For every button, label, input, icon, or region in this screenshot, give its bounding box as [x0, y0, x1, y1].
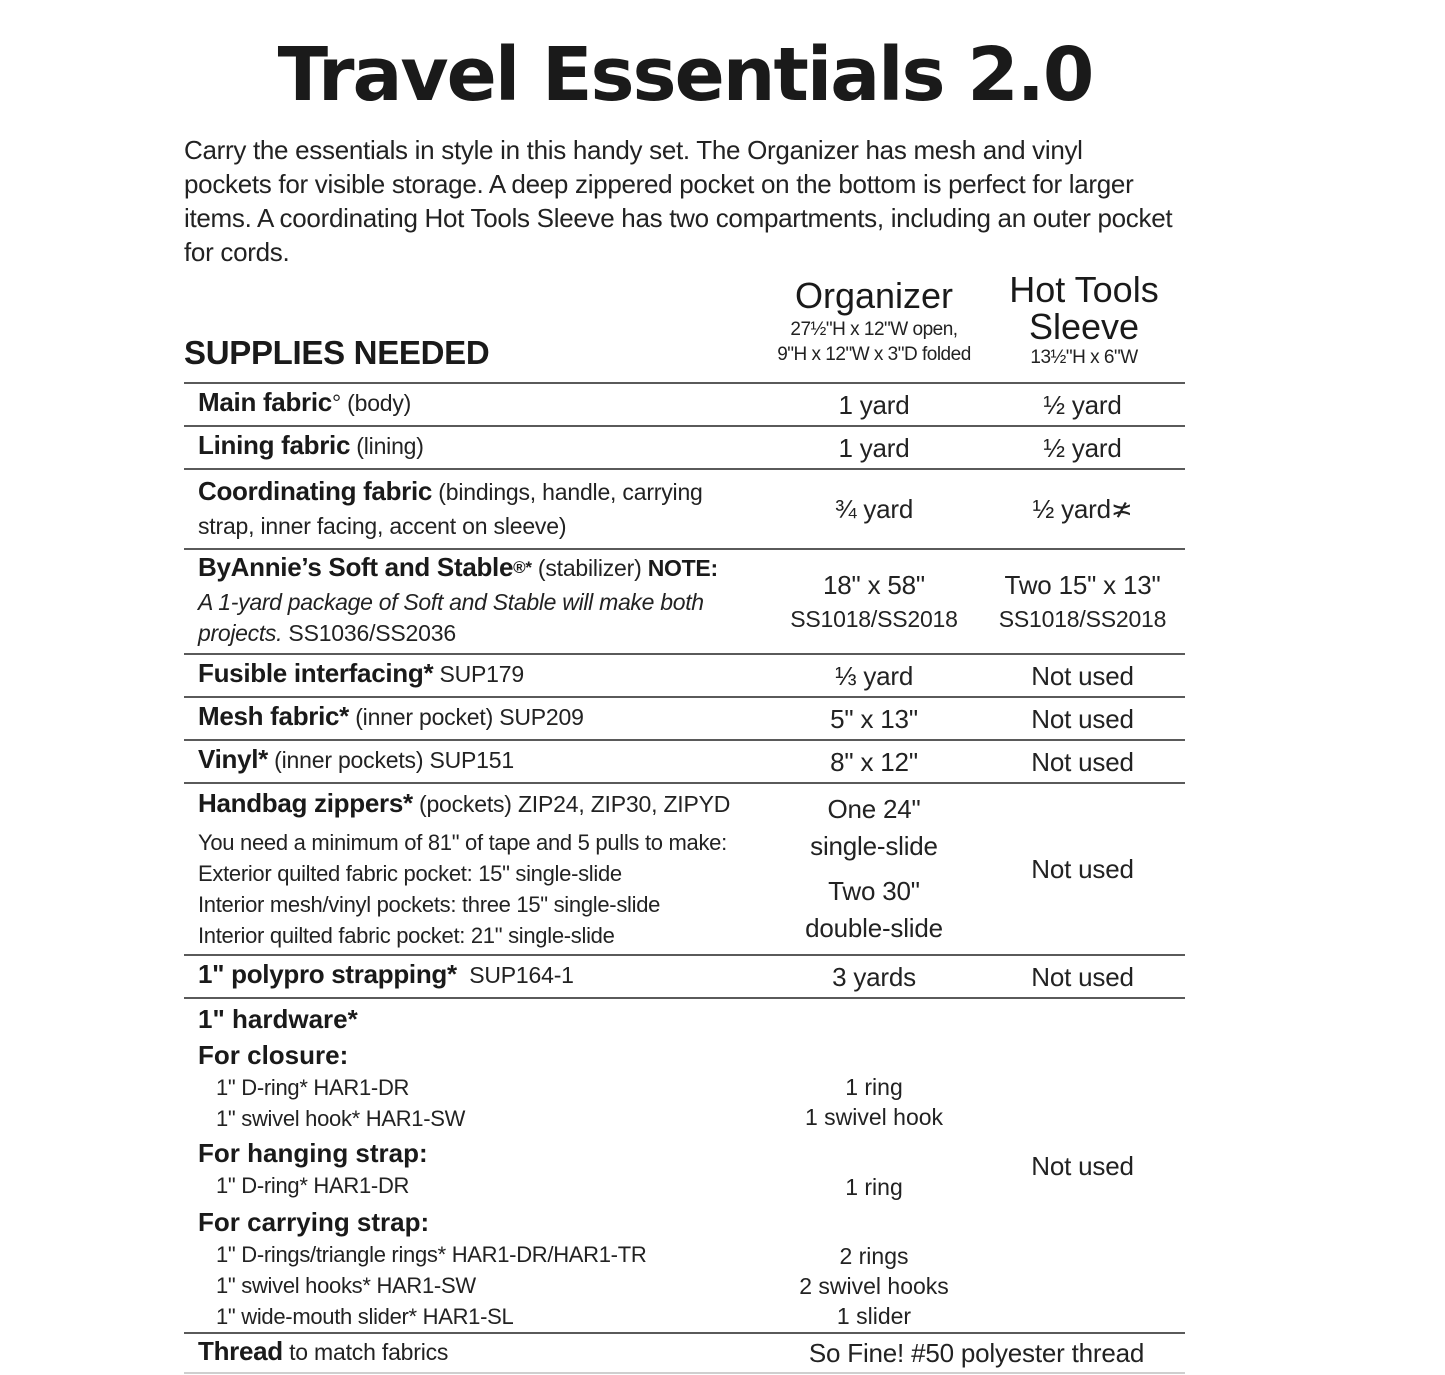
organizer-title: Organizer: [794, 275, 954, 316]
organizer-code: SS1018/SS2018: [790, 605, 958, 632]
organizer-dims-folded: 9"H x 12"W x 3"D folded: [777, 344, 971, 365]
organizer-value: double-slide: [805, 913, 943, 943]
organizer-value: 1 ring: [845, 1074, 903, 1100]
item-desc: (pockets) ZIP24, ZIP30, ZIPYD: [412, 790, 731, 817]
zipper-detail: Interior quilted fabric pocket: 21" single-slide: [198, 922, 615, 948]
item-name: 1" polypro strapping*: [198, 959, 457, 989]
organizer-value: 1 yard: [838, 432, 910, 463]
hardware-item: 1" D-ring* HAR1-DR: [216, 1075, 410, 1100]
hardware-item: 1" D-rings/triangle rings* HAR1-DR/HAR1-TR: [216, 1242, 647, 1267]
organizer-value: 2 rings: [839, 1243, 909, 1269]
item-desc: (inner pocket) SUP209: [349, 704, 584, 730]
hot-tools-value: Not used: [1031, 746, 1134, 777]
hot-tools-value: Two 15" x 13": [1004, 569, 1161, 600]
note-label: NOTE:: [647, 554, 718, 581]
hardware-item: 1" swivel hook* HAR1-SW: [216, 1106, 466, 1131]
table-row-thread: [184, 1332, 1185, 1374]
item-desc: (lining): [350, 433, 424, 459]
item-desc-continued: strap, inner facing, accent on sleeve): [198, 513, 567, 539]
organizer-column-header: [760, 277, 988, 367]
item-name: 1" hardware*: [198, 1004, 358, 1034]
closure-heading: For closure:: [198, 1040, 349, 1070]
organizer-value: 18" x 58": [823, 569, 925, 600]
item-desc: (bindings, handle, carrying: [432, 479, 703, 505]
note-text: A 1-yard package of Soft and Stable will make both: [198, 588, 704, 615]
hot-tools-value: Not used: [1031, 703, 1134, 734]
table-row-main-fabric: [184, 382, 1185, 425]
item-desc: SUP179: [433, 661, 524, 687]
organizer-value: 1 slider: [836, 1303, 912, 1329]
organizer-value: Two 30": [828, 876, 920, 906]
intro-paragraph: Carry the essentials in style in this handy set. The Organizer has mesh and vinyl pockets for visible storage. A deep zippered pocket on the bottom is perfect for larger items. A coordinating Hot Tools Sleeve has two compartments, including an outer pocket for cords.: [184, 135, 1173, 267]
page-title: Travel Essentials 2.0: [277, 32, 1093, 118]
table-row-lining-fabric: [184, 425, 1185, 468]
hot-tools-dims: 13½"H x 6"W: [1030, 347, 1138, 368]
organizer-value: 1 yard: [838, 389, 910, 420]
note-text-continued: projects.: [198, 619, 283, 646]
organizer-value: 5" x 13": [830, 703, 918, 734]
hot-tools-column-header: [990, 271, 1178, 370]
hot-tools-code: SS1018/SS2018: [998, 605, 1167, 632]
zipper-note: You need a minimum of 81" of tape and 5 pulls to make:: [198, 829, 727, 855]
zipper-detail: Interior mesh/vinyl pockets: three 15" single-slide: [198, 891, 661, 917]
organizer-value: 3 yards: [832, 961, 916, 992]
thread-value: So Fine! #50 polyester thread: [808, 1338, 1145, 1368]
hot-tools-value: ½ yard: [1043, 432, 1122, 463]
item-name: Vinyl*: [198, 744, 268, 774]
item-name: Lining fabric: [198, 430, 351, 460]
table-row-soft-and-stable: [184, 548, 1185, 653]
hot-tools-value: Not used: [1031, 1150, 1134, 1181]
item-code: SS1036/SS2036: [282, 619, 456, 646]
item-name: Thread: [198, 1335, 283, 1366]
degree-mark: °: [331, 390, 341, 416]
hot-tools-value: ½ yard≭: [1032, 494, 1133, 524]
item-name: ByAnnie’s Soft and Stable: [198, 551, 514, 582]
organizer-value: 1 ring: [845, 1174, 903, 1200]
hot-tools-title-line1: Hot Tools: [1009, 269, 1159, 310]
organizer-value: 2 swivel hooks: [799, 1273, 949, 1299]
item-name: Handbag zippers*: [198, 787, 413, 818]
hot-tools-value: Not used: [1031, 854, 1134, 884]
item-desc: SUP164-1: [456, 962, 574, 988]
table-row-vinyl: [184, 739, 1185, 782]
table-row-coordinating-fabric: [184, 468, 1185, 548]
table-row-handbag-zippers: [184, 782, 1185, 954]
table-row-polypro-strapping: [184, 954, 1185, 997]
organizer-value: 1 swivel hook: [804, 1104, 944, 1130]
item-name: Coordinating fabric: [198, 476, 433, 506]
hardware-item: 1" swivel hooks* HAR1-SW: [216, 1273, 476, 1298]
organizer-value: 8" x 12": [830, 746, 918, 777]
organizer-value: ¾ yard: [834, 494, 914, 524]
organizer-value: single-slide: [810, 831, 938, 861]
item-name: Main fabric: [198, 387, 332, 417]
registered-mark: ®*: [513, 557, 532, 577]
item-desc: (body): [340, 390, 412, 416]
hanging-heading: For hanging strap:: [198, 1138, 428, 1168]
item-desc: (inner pockets) SUP151: [267, 747, 514, 773]
zipper-detail: Exterior quilted fabric pocket: 15" single-slide: [198, 860, 622, 886]
hot-tools-title-line2: Sleeve: [1028, 306, 1140, 347]
item-name: Mesh fabric*: [198, 701, 350, 731]
table-row-mesh-fabric: [184, 696, 1185, 739]
item-desc: to match fabrics: [282, 1338, 449, 1365]
supplies-table: [184, 382, 1185, 1374]
hot-tools-value: Not used: [1031, 961, 1134, 992]
item-name: Fusible interfacing*: [198, 658, 434, 688]
hot-tools-value: ½ yard: [1043, 389, 1122, 420]
supplies-heading: SUPPLIES NEEDED: [184, 334, 490, 371]
table-row-hardware: [184, 997, 1185, 1332]
organizer-dims-open: 27½"H x 12"W open,: [790, 319, 958, 340]
table-row-fusible-interfacing: [184, 653, 1185, 696]
hot-tools-value: Not used: [1031, 660, 1134, 691]
organizer-value: One 24": [827, 794, 921, 824]
organizer-value: ⅓ yard: [834, 660, 914, 691]
item-desc: (stabilizer): [531, 554, 648, 581]
carrying-heading: For carrying strap:: [198, 1207, 430, 1237]
hardware-item: 1" D-ring* HAR1-DR: [216, 1173, 410, 1198]
hardware-item: 1" wide-mouth slider* HAR1-SL: [216, 1304, 514, 1329]
